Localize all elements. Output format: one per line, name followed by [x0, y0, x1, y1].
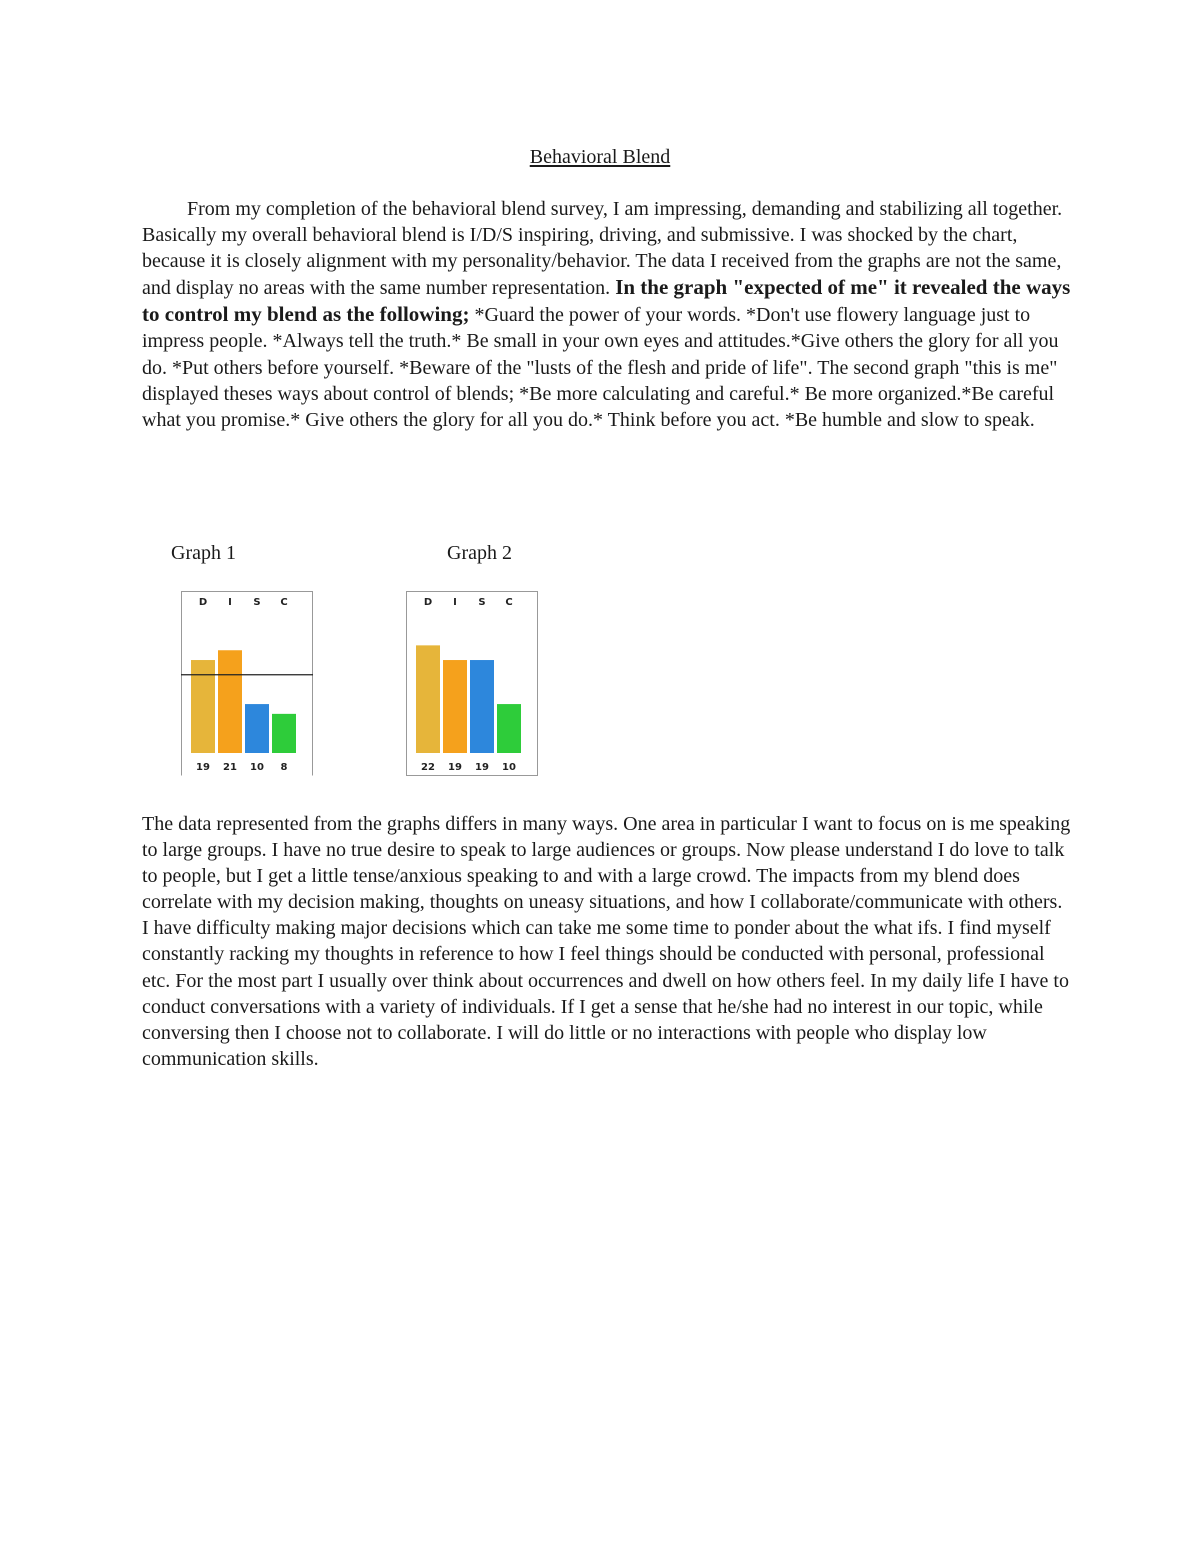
chart-2-value-label: 10 — [502, 762, 516, 773]
graph-1-label: Graph 1 — [171, 542, 236, 564]
chart-1-category-label: C — [280, 597, 288, 608]
chart-2-bar — [443, 660, 467, 753]
chart-2-bar — [470, 660, 494, 753]
chart-2-category-label: S — [478, 597, 486, 608]
chart-1-value-label: 8 — [280, 762, 288, 773]
chart-2-bar — [497, 704, 521, 753]
chart-2-category-label: I — [453, 597, 457, 608]
chart-1-bar — [191, 660, 215, 753]
graph-1-chart — [181, 591, 313, 777]
chart-1-bar — [272, 714, 296, 753]
chart-1-bar — [245, 704, 269, 753]
chart-1-category-label: I — [228, 597, 232, 608]
chart-2-category-label: C — [505, 597, 513, 608]
paragraph-intro — [142, 196, 1072, 433]
paragraph-intro-text-b: *Guard the power of your words. *Don't use flowery language just to impress people. *Always tell the truth.* Be small in your own eyes and attitudes.*Give others the glory for all you do. *Put others before yourself. *Beware of the "lusts of the flesh and pride of life". The second graph "this is me" displayed theses ways about control of blends; *Be more calculating and careful.* Be more organized.*Be careful what you promise.* Give others the glory for all you do.* Think before you act. *Be humble and slow to speak. — [142, 304, 1059, 431]
graph-2-chart — [406, 591, 538, 777]
chart-1-value-label: 21 — [223, 762, 237, 773]
paragraph-intro-bold-text: In the graph "expected of me" it revealed the ways to control my blend as the following; — [142, 275, 1071, 327]
chart-1-category-label: D — [198, 597, 208, 608]
chart-1-value-label: 19 — [196, 762, 210, 773]
chart-2-value-label: 19 — [448, 762, 462, 773]
graph-2-label: Graph 2 — [447, 542, 512, 564]
chart-2-value-label: 19 — [475, 762, 489, 773]
paragraph-analysis: The data represented from the graphs differs in many ways. One area in particular I want to focus on is me speaking to large groups. I have no true desire to speak to large audiences or groups. Now please understand I do love to talk to people, but I get a little tense/anxious speaking to and with a large crowd. The impacts from my blend does correlate with my decision making, thoughts on uneasy situations, and how I collaborate/communicate with others. I have difficulty making major decisions which can take me some time to ponder about the what ifs. I find myself constantly racking my thoughts in reference to how I feel things should be conducted with personal, professional etc. For the most part I usually over think about occurrences and dwell on how others feel. In my daily life I have to conduct conversations with a variety of individuals. If I get a sense that he/she had no interest in our topic, while conversing then I choose not to collaborate. I will do little or no interactions with people who display low communication skills. — [142, 813, 1071, 1070]
chart-2-category-label: D — [423, 597, 433, 608]
chart-1-value-label: 10 — [250, 762, 264, 773]
chart-2-bar — [416, 645, 440, 753]
paragraph-intro-text-a: From my completion of the behavioral blend survey, I am impressing, demanding and stabilizing all together. Basically my overall behavioral blend is I/D/S inspiring, driving, and submissive. I was shocked by the chart, because it is closely alignment with my personality/behavior. The data I received from the graphs are not the same, and display no areas with the same number representation. — [142, 198, 1063, 300]
chart-2-value-label: 22 — [421, 762, 435, 773]
document-title: Behavioral Blend — [529, 146, 671, 168]
chart-1-bar — [218, 650, 242, 753]
chart-1-category-label: S — [253, 597, 261, 608]
